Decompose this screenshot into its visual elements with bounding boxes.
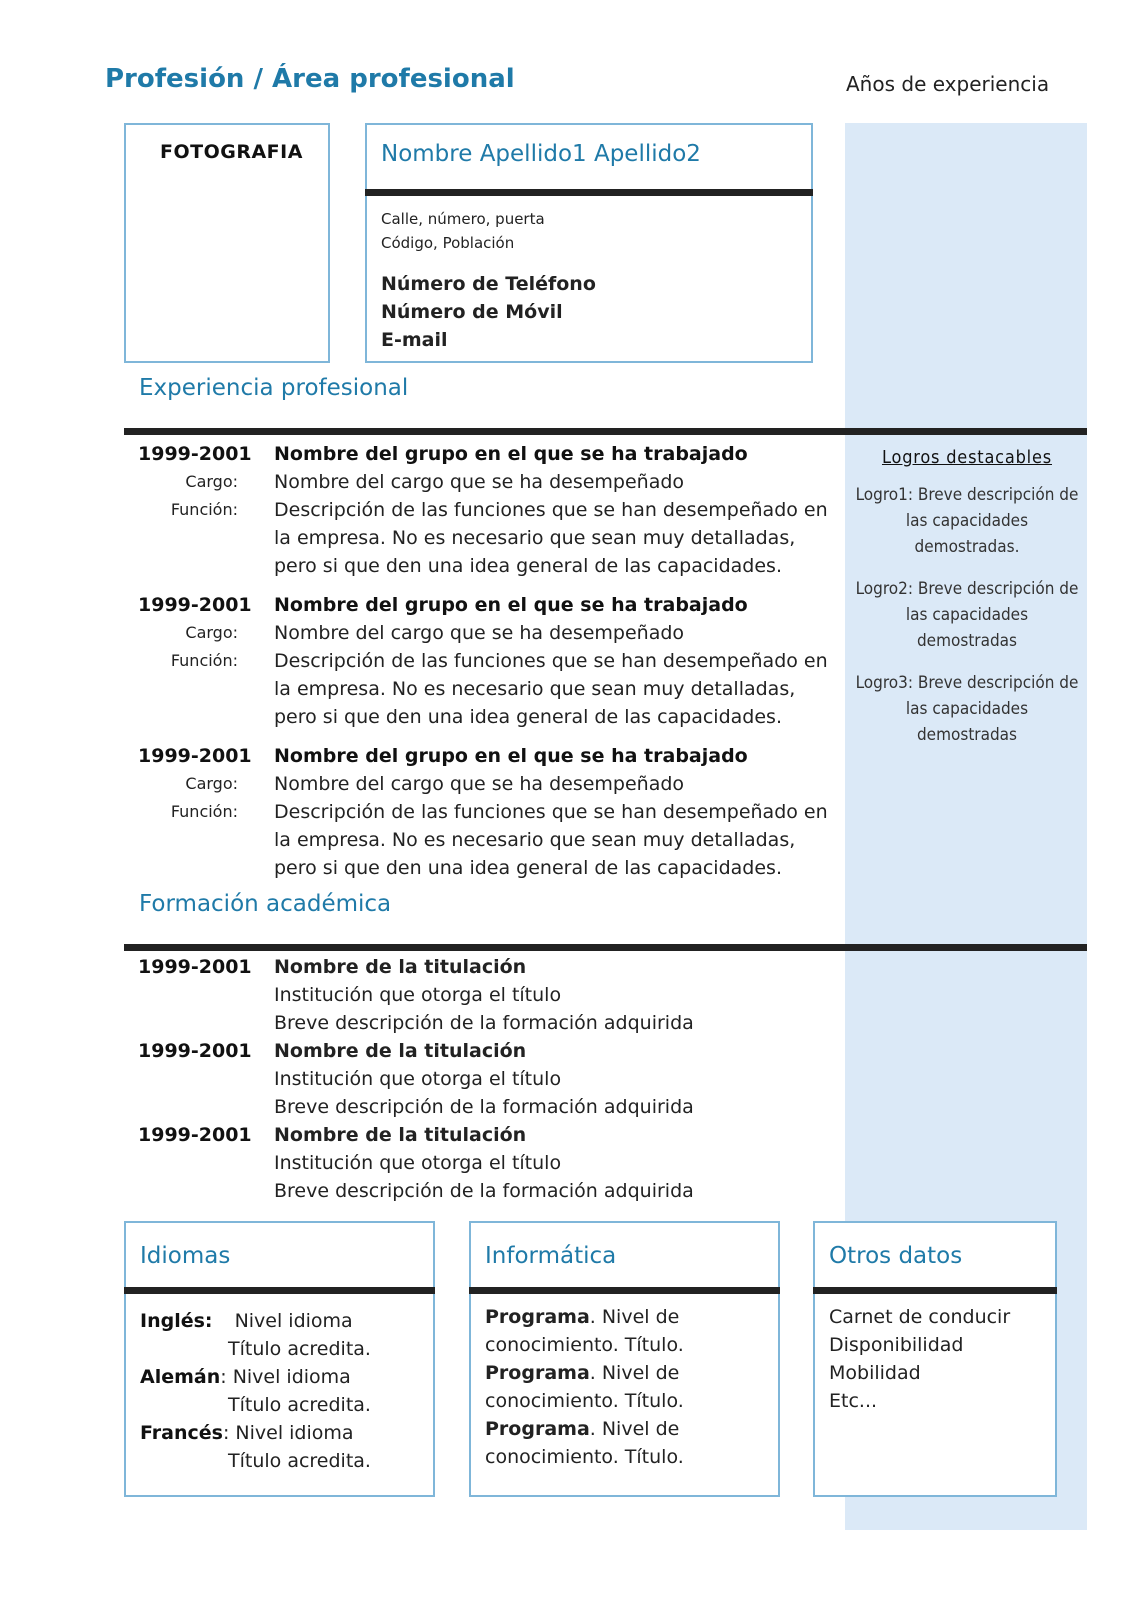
education-description: Breve descripción de la formación adquirida [274,1180,694,1202]
computing-box [469,1221,780,1497]
email: E-mail [381,329,448,351]
cargo-label: Cargo: [185,472,238,491]
language-cert: Título acredita. [228,1450,371,1472]
program-level: . Nivel de [589,1362,680,1384]
education-institution: Institución que otorga el título [274,984,562,1006]
program-level: . Nivel de [589,1418,680,1440]
other-title: Otros datos [829,1243,963,1269]
experience-title: Experiencia profesional [139,375,409,401]
achievement-item: Logro3: Breve descripción de las capacidades demostradas [855,673,1079,745]
computing-title: Informática [485,1243,617,1269]
language-level: : Nivel idioma [220,1366,351,1388]
funcion-label: Función: [170,500,238,519]
other-box [813,1221,1057,1497]
education-institution: Institución que otorga el título [274,1068,562,1090]
cargo-label: Cargo: [185,623,238,642]
achievements-title: Logros destacables [881,447,1052,468]
job-company: Nombre del grupo en el que se ha trabajado [274,594,748,616]
education-dates: 1999-2001 [138,1124,252,1146]
language-name: Alemán [140,1366,221,1388]
cargo-label: Cargo: [185,774,238,793]
address-line-1: Calle, número, puerta [381,210,545,228]
divider [124,1287,435,1294]
languages-box [124,1221,435,1497]
funcion-label: Función: [170,802,238,821]
language-level: Nivel idioma [234,1310,353,1332]
job-company: Nombre del grupo en el que se ha trabajado [274,745,748,767]
language-name: Francés [140,1422,223,1444]
computing-item [485,1359,684,1415]
job-position: Nombre del cargo que se ha desempeñado [274,773,685,795]
education-institution: Institución que otorga el título [274,1152,562,1174]
education-degree: Nombre de la titulación [274,1124,527,1146]
education-dates: 1999-2001 [138,1040,252,1062]
education-dates: 1999-2001 [138,956,252,978]
language-cert: Título acredita. [228,1394,371,1416]
job-position: Nombre del cargo que se ha desempeñado [274,622,685,644]
profession-title: Profesión / Área profesional [105,64,515,94]
language-item [140,1419,371,1475]
program-level: . Nivel de [589,1306,680,1328]
computing-item [485,1303,684,1359]
program-detail: conocimiento. Título. [485,1390,684,1412]
education-degree: Nombre de la titulación [274,956,527,978]
photo-label: FOTOGRAFIA [160,141,303,163]
experience-divider [124,428,1087,435]
education-description: Breve descripción de la formación adquirida [274,1096,694,1118]
language-item [140,1363,371,1419]
education-description: Breve descripción de la formación adquirida [274,1012,694,1034]
other-item: Mobilidad [829,1362,921,1384]
program-detail: conocimiento. Título. [485,1334,684,1356]
other-item: Etc... [829,1390,878,1412]
other-item: Disponibilidad [829,1334,964,1356]
other-item: Carnet de conducir [829,1306,1011,1328]
language-name: Inglés: [140,1310,213,1332]
job-position: Nombre del cargo que se ha desempeñado [274,471,685,493]
job-company: Nombre del grupo en el que se ha trabajado [274,443,748,465]
job-description: Descripción de las funciones que se han desempeñado en la empresa. No es necesario que sean muy detalladas, pero si que den una idea general de las capacidades. [274,650,828,728]
achievement-item: Logro1: Breve descripción de las capacidades demostradas. [855,485,1079,557]
job-description: Descripción de las funciones que se han desempeñado en la empresa. No es necesario que sean muy detalladas, pero si que den una idea general de las capacidades. [274,801,828,879]
phone: Número de Teléfono [381,273,596,295]
education-divider [124,944,1087,951]
education-degree: Nombre de la titulación [274,1040,527,1062]
divider [365,189,813,196]
years-of-experience: Años de experiencia [846,72,1050,96]
contact-details [381,270,596,354]
program-detail: conocimiento. Título. [485,1446,684,1468]
photo-box [124,123,330,363]
job-dates: 1999-2001 [138,594,252,616]
address-line-2: Código, Población [381,234,515,252]
achievements [855,447,1079,764]
job-dates: 1999-2001 [138,443,252,465]
funcion-label: Función: [170,651,238,670]
address [381,207,545,255]
languages-title: Idiomas [140,1243,231,1269]
program-name: Programa [485,1418,590,1440]
contact-box [365,123,813,363]
computing-item [485,1415,684,1471]
language-item [140,1307,371,1363]
education-title: Formación académica [139,891,392,917]
language-cert: Título acredita. [228,1338,371,1360]
program-name: Programa [485,1362,590,1384]
job-description: Descripción de las funciones que se han desempeñado en la empresa. No es necesario que sean muy detalladas, pero si que den una idea general de las capacidades. [274,499,828,577]
achievement-item: Logro2: Breve descripción de las capacidades demostradas [855,579,1079,651]
divider [813,1287,1057,1294]
divider [469,1287,780,1294]
program-name: Programa [485,1306,590,1328]
language-level: : Nivel idioma [222,1422,354,1444]
full-name: Nombre Apellido1 Apellido2 [381,141,701,167]
mobile: Número de Móvil [381,301,563,323]
job-dates: 1999-2001 [138,745,252,767]
